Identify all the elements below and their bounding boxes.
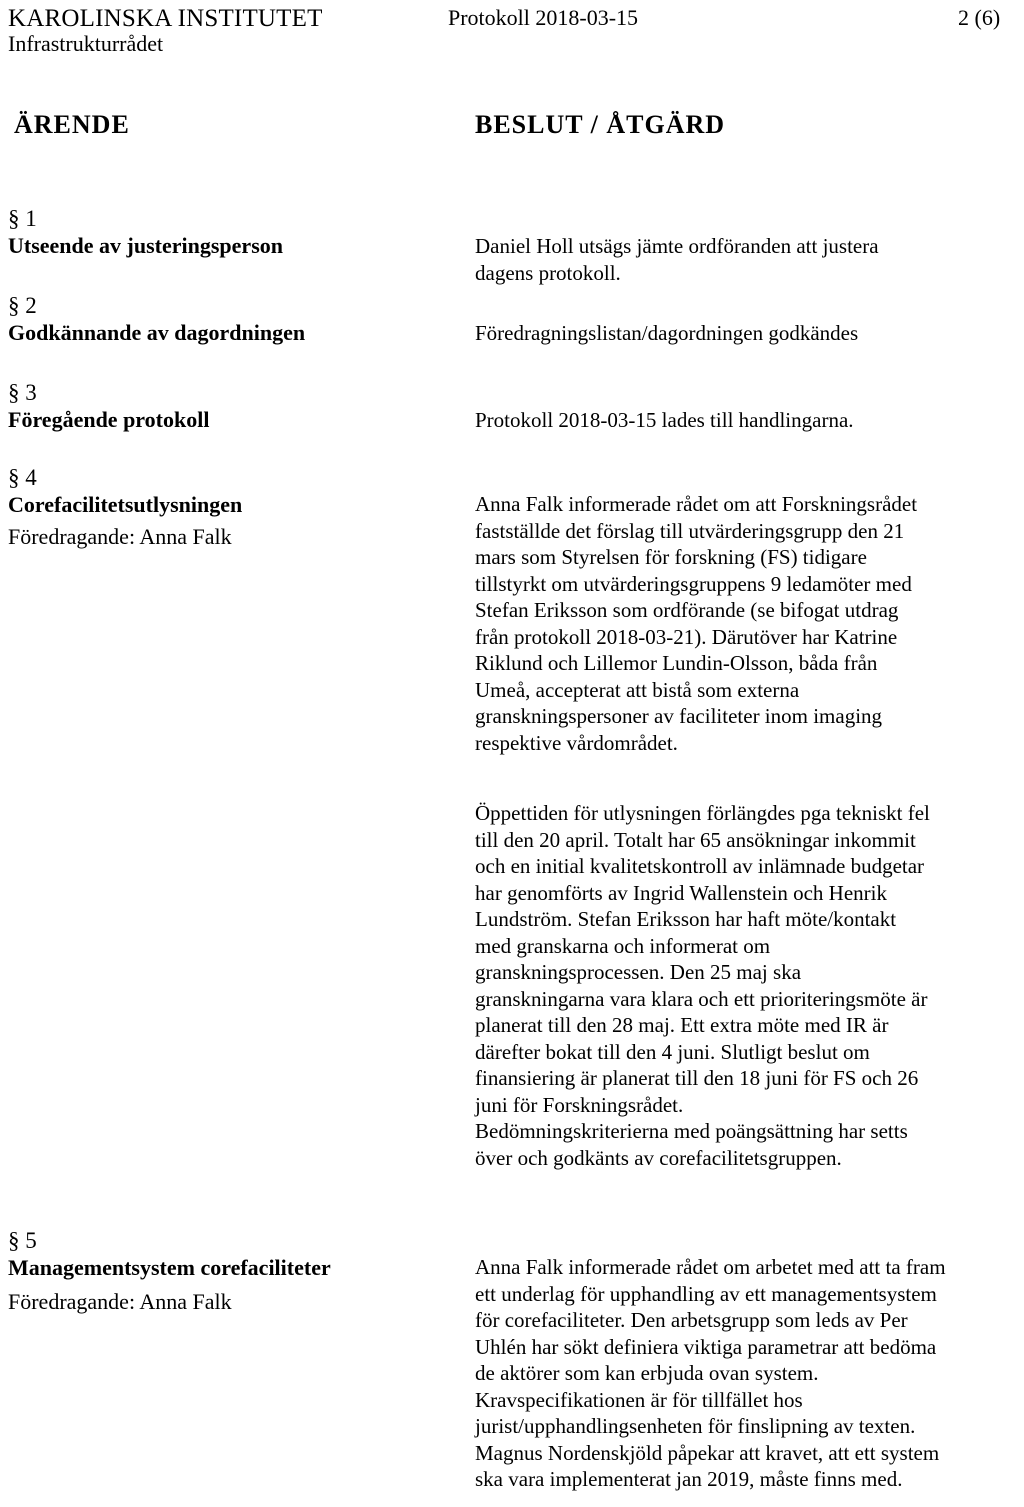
decision-line: tillstyrkt om utvärderingsgruppens 9 ledamöter med bbox=[475, 571, 912, 596]
decision-line: granskningsprocessen. Den 25 maj ska bbox=[475, 960, 802, 984]
item-4-presenter: Föredragande: Anna Falk bbox=[8, 524, 232, 549]
decision-line: ett underlag för upphandling av ett managementsystem bbox=[475, 1281, 937, 1306]
item-1-number: § 1 bbox=[8, 206, 37, 231]
item-5-presenter: Föredragande: Anna Falk bbox=[8, 1289, 232, 1314]
decision-line: Protokoll 2018-03-15 lades till handlingarna. bbox=[475, 408, 854, 432]
decision-line: finansiering är planerat till den 18 juni för FS och 26 bbox=[475, 1066, 919, 1090]
decision-line: respektive vårdområdet. bbox=[475, 730, 678, 755]
decision-line: från protokoll 2018-03-21). Därutöver har Katrine bbox=[475, 624, 898, 649]
decision-line: planerat till den 28 maj. Ett extra möte med IR är bbox=[475, 1013, 889, 1037]
column-heading-matter: ÄRENDE bbox=[14, 110, 130, 139]
item-5-title: Managementsystem corefaciliteter bbox=[8, 1255, 331, 1280]
item-1-title: Utseende av justeringsperson bbox=[8, 233, 283, 258]
decision-line: Uhlén har sökt definiera viktiga parametrar att bedöma bbox=[475, 1334, 937, 1359]
decision-line: med granskarna och informerat om bbox=[475, 933, 771, 958]
decision-line: Bedömningskriterierna med poängsättning har setts bbox=[475, 1119, 908, 1143]
decision-line: Stefan Eriksson som ordförande (se bifogat utdrag bbox=[475, 598, 899, 622]
decision-line: Riklund och Lillemor Lundin-Olsson, båda från bbox=[475, 651, 878, 675]
item-1-decision bbox=[475, 233, 1010, 286]
decision-line: Daniel Holl utsägs jämte ordföranden att justera bbox=[475, 234, 879, 258]
department-name: Infrastrukturrådet bbox=[8, 31, 164, 56]
item-3-decision bbox=[475, 407, 1010, 434]
decision-line: granskningspersoner av faciliteter inom imaging bbox=[475, 704, 883, 728]
item-2-title: Godkännande av dagordningen bbox=[8, 320, 306, 345]
decision-line: dagens protokoll. bbox=[475, 260, 621, 285]
decision-line: för corefaciliteter. Den arbetsgrupp som leds av Per bbox=[475, 1308, 908, 1332]
item-4-number: § 4 bbox=[8, 465, 37, 490]
decision-line: fastställde det förslag till utvärderingsgrupp den 21 bbox=[475, 518, 905, 543]
decision-line: mars som Styrelsen för forskning (FS) tidigare bbox=[475, 545, 867, 569]
decision-line: Magnus Nordenskjöld påpekar att kravet, att ett system bbox=[475, 1440, 940, 1465]
column-heading-decision: BESLUT / ÅTGÄRD bbox=[475, 110, 726, 139]
decision-line: Föredragningslistan/dagordningen godkändes bbox=[475, 321, 859, 345]
decision-line: Anna Falk informerade rådet om arbetet med att ta fram bbox=[475, 1255, 946, 1279]
item-2-number: § 2 bbox=[8, 293, 37, 318]
decision-line: har genomförts av Ingrid Wallenstein och Henrik bbox=[475, 880, 887, 905]
item-4-decision-a bbox=[475, 491, 1010, 756]
item-4-decision-b bbox=[475, 800, 1010, 1171]
decision-line: Umeå, accepterat att bistå som externa bbox=[475, 677, 800, 702]
decision-line: granskningarna vara klara och ett prioriteringsmöte är bbox=[475, 986, 928, 1011]
decision-line: jurist/upphandlingsenheten för finslipning av texten. bbox=[475, 1414, 916, 1438]
decision-line: de aktörer som kan erbjuda ovan system. bbox=[475, 1361, 819, 1385]
item-4-title: Corefacilitetsutlysningen bbox=[8, 492, 243, 517]
item-5-number: § 5 bbox=[8, 1228, 37, 1253]
decision-line: Öppettiden för utlysningen förlängdes pga tekniskt fel bbox=[475, 801, 930, 825]
item-5-decision bbox=[475, 1254, 1010, 1493]
decision-line: till den 20 april. Totalt har 65 ansökningar inkommit bbox=[475, 827, 916, 852]
decision-line: ska vara implementerat jan 2019, måste finns med. bbox=[475, 1467, 903, 1491]
page-number: 2 (6) bbox=[958, 5, 1001, 30]
decision-line: över och godkänts av corefacilitetsgruppen. bbox=[475, 1145, 842, 1170]
decision-line: Lundström. Stefan Eriksson har haft möte/kontakt bbox=[475, 907, 897, 931]
decision-line: Anna Falk informerade rådet om att Forskningsrådet bbox=[475, 492, 918, 516]
item-3-title: Föregående protokoll bbox=[8, 407, 210, 432]
decision-line: därefter bokat till den 4 juni. Slutligt beslut om bbox=[475, 1039, 870, 1064]
protocol-title: Protokoll 2018-03-15 bbox=[448, 5, 639, 30]
decision-line: och en initial kvalitetskontroll av inlämnade budgetar bbox=[475, 854, 925, 878]
decision-line: Kravspecifikationen är för tillfället hos bbox=[475, 1387, 803, 1412]
item-2-decision bbox=[475, 320, 1010, 347]
item-3-number: § 3 bbox=[8, 380, 37, 405]
decision-line: juni för Forskningsrådet. bbox=[475, 1092, 684, 1117]
organization-name: KAROLINSKA INSTITUTET bbox=[8, 5, 323, 32]
